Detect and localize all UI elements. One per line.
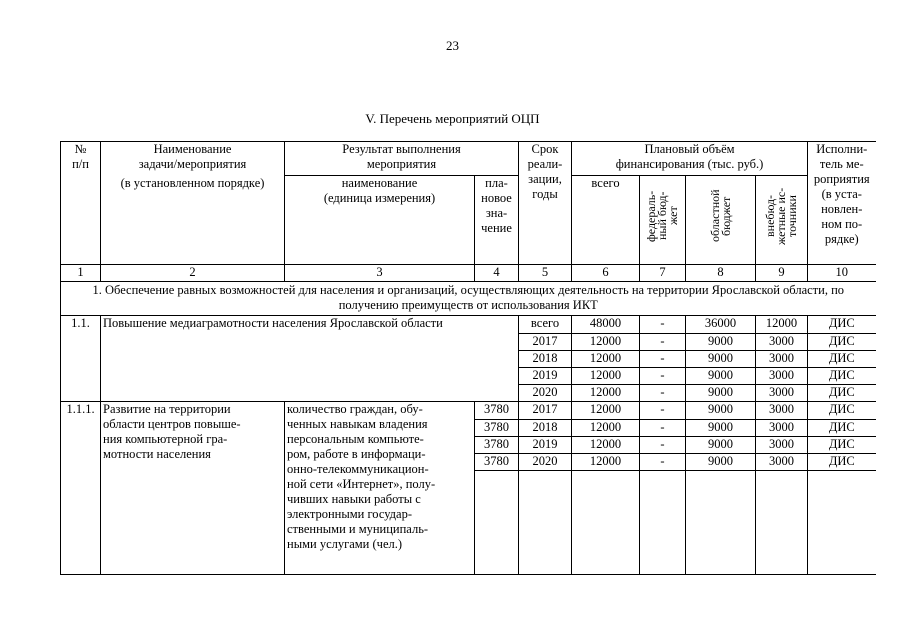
task-1-1-1-num: 1.1.1. [61, 402, 101, 575]
header-name-line2: задачи/мероприятия [138, 157, 247, 171]
year-cell: всего [519, 316, 572, 334]
executor-cell: ДИС [808, 402, 876, 420]
header-fin-other: внебюд- жетные ис- точники [763, 187, 799, 245]
regional-cell: 9000 [686, 420, 756, 437]
executor-cell: ДИС [808, 420, 876, 437]
total-cell: 12000 [572, 385, 640, 402]
page-number: 23 [446, 38, 459, 53]
executor-cell: ДИС [808, 368, 876, 385]
header-result-name [285, 176, 475, 265]
col-number: 8 [686, 265, 756, 282]
header-financing [572, 142, 808, 176]
total-cell: 12000 [572, 402, 640, 420]
year-cell-empty [519, 471, 572, 575]
header-fin-regional-cell [686, 176, 756, 265]
col-number: 2 [101, 265, 285, 282]
total-cell: 12000 [572, 368, 640, 385]
year-cell: 2017 [519, 334, 572, 351]
federal-cell: - [640, 316, 686, 334]
col-number: 3 [285, 265, 475, 282]
task-1-1-name: Повышение медиаграмотности населения Ярославской области [101, 316, 519, 402]
other-cell: 3000 [756, 402, 808, 420]
other-cell: 3000 [756, 385, 808, 402]
total-cell: 12000 [572, 454, 640, 471]
year-cell: 2020 [519, 454, 572, 471]
header-result [285, 142, 519, 176]
header-num: № п/п [61, 142, 101, 265]
plan-cell: 3780 [475, 402, 519, 420]
col-number: 7 [640, 265, 686, 282]
year-cell: 2018 [519, 351, 572, 368]
header-fin-other-cell [756, 176, 808, 265]
total-cell: 12000 [572, 334, 640, 351]
header-result-line1: Результат выполнения [342, 142, 461, 156]
col-number: 10 [808, 265, 876, 282]
regional-cell: 9000 [686, 334, 756, 351]
year-cell: 2020 [519, 385, 572, 402]
other-cell: 3000 [756, 368, 808, 385]
executor-cell-empty [808, 471, 876, 575]
other-cell-empty [756, 471, 808, 575]
total-cell-empty [572, 471, 640, 575]
other-cell: 3000 [756, 420, 808, 437]
activities-table [60, 141, 876, 575]
executor-cell: ДИС [808, 316, 876, 334]
year-cell: 2018 [519, 420, 572, 437]
executor-cell: ДИС [808, 437, 876, 454]
total-cell: 12000 [572, 437, 640, 454]
header-financing-line2: финансирования (тыс. руб.) [615, 157, 764, 171]
section-title: V. Перечень мероприятий ОЦП [365, 111, 540, 126]
header-name-line1: Наименование [153, 142, 232, 156]
regional-cell: 9000 [686, 454, 756, 471]
regional-cell: 9000 [686, 437, 756, 454]
header-fin-federal: федераль- ный бюд- жет [644, 190, 680, 242]
total-cell: 48000 [572, 316, 640, 334]
federal-cell: - [640, 420, 686, 437]
col-number: 4 [475, 265, 519, 282]
col-number: 9 [756, 265, 808, 282]
task-1-1-1-result: количество граждан, обу- ченных навыкам владения персональным компьюте- ром, работе в информаци- онно-телекоммуникацион- ной сети «Интернет», полу- чивших навыки работы с электронными государ- ственными и муниципаль- ными услугами (чел.) [285, 402, 475, 575]
header-executor: Исполни- тель ме- роприятия (в уста- новлен- ном по- рядке) [808, 142, 876, 265]
header-fin-regional: областной бюджет [707, 189, 733, 243]
executor-cell: ДИС [808, 454, 876, 471]
federal-cell: - [640, 385, 686, 402]
total-cell: 12000 [572, 351, 640, 368]
header-fin-federal-cell [640, 176, 686, 265]
header-term: Срок реали- зации, годы [519, 142, 572, 265]
col-number: 5 [519, 265, 572, 282]
executor-cell: ДИС [808, 351, 876, 368]
total-cell: 12000 [572, 420, 640, 437]
header-result-line2: мероприятия [366, 157, 437, 171]
year-cell: 2017 [519, 402, 572, 420]
year-cell: 2019 [519, 368, 572, 385]
regional-cell: 36000 [686, 316, 756, 334]
executor-cell: ДИС [808, 385, 876, 402]
year-cell: 2019 [519, 437, 572, 454]
regional-cell: 9000 [686, 368, 756, 385]
federal-cell: - [640, 351, 686, 368]
plan-cell: 3780 [475, 420, 519, 437]
other-cell: 3000 [756, 454, 808, 471]
regional-cell: 9000 [686, 402, 756, 420]
federal-cell: - [640, 402, 686, 420]
header-result-name-line1: наименование [341, 176, 418, 190]
header-result-name-line2: (единица измерения) [323, 191, 436, 205]
header-financing-line1: Плановый объём [644, 142, 735, 156]
regional-cell-empty [686, 471, 756, 575]
plan-cell: 3780 [475, 437, 519, 454]
section-1-title: 1. Обеспечение равных возможностей для населения и организаций, осуществляющих деятельность на территории Ярославской области, по получению преимуществ от использования ИКТ [61, 282, 876, 316]
other-cell: 3000 [756, 437, 808, 454]
other-cell: 3000 [756, 351, 808, 368]
header-fin-total: всего [572, 176, 640, 265]
plan-cell-empty [475, 471, 519, 575]
other-cell: 12000 [756, 316, 808, 334]
federal-cell-empty [640, 471, 686, 575]
regional-cell: 9000 [686, 351, 756, 368]
federal-cell: - [640, 437, 686, 454]
federal-cell: - [640, 454, 686, 471]
col-number: 1 [61, 265, 101, 282]
plan-cell: 3780 [475, 454, 519, 471]
executor-cell: ДИС [808, 334, 876, 351]
col-number: 6 [572, 265, 640, 282]
header-name-note: (в установленном порядке) [101, 176, 285, 265]
other-cell: 3000 [756, 334, 808, 351]
header-result-plan: пла- новое зна- чение [475, 176, 519, 265]
header-name [101, 142, 285, 176]
federal-cell: - [640, 334, 686, 351]
task-1-1-num: 1.1. [61, 316, 101, 402]
federal-cell: - [640, 368, 686, 385]
task-1-1-1-name: Развитие на территории области центров повыше- ния компьютерной гра- мотности населения [101, 402, 285, 575]
regional-cell: 9000 [686, 385, 756, 402]
